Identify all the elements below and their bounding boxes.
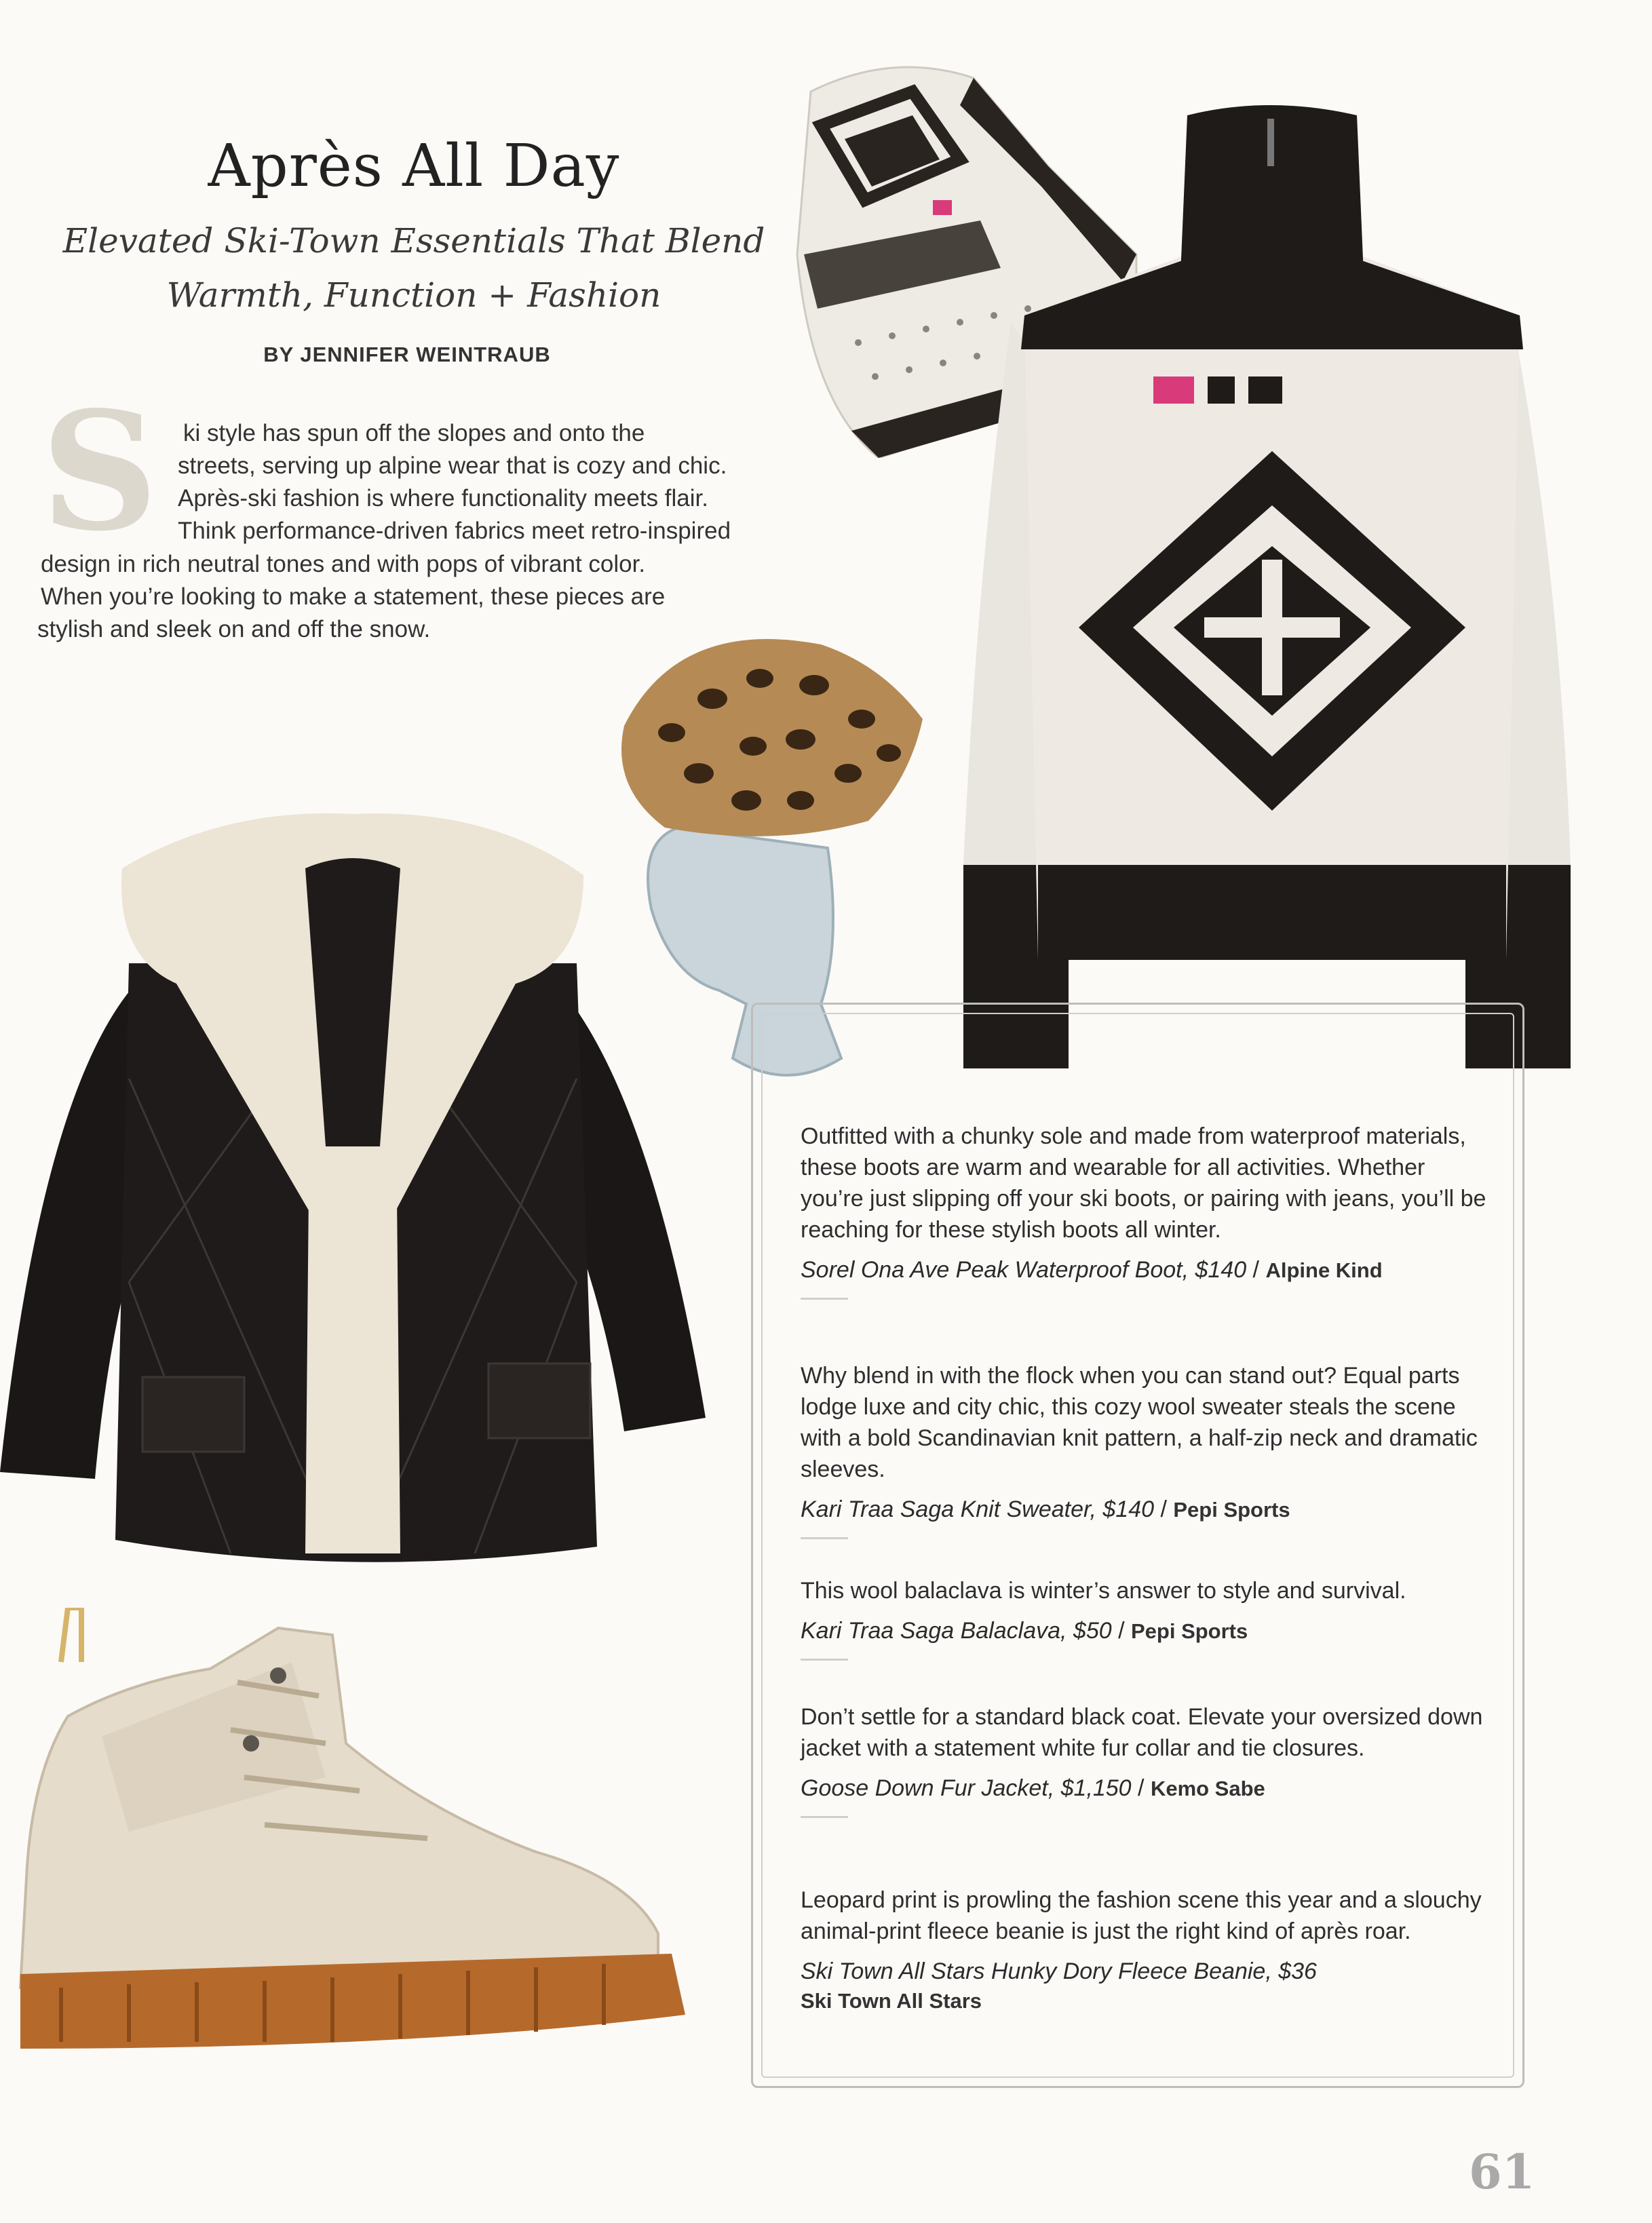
store-name: Kemo Sabe	[1150, 1777, 1265, 1800]
product-name-price: Kari Traa Saga Knit Sweater, $140	[801, 1496, 1155, 1522]
divider	[801, 1298, 848, 1300]
boot-image	[7, 1608, 706, 2055]
credit-separator: /	[1246, 1257, 1266, 1283]
product-description: Leopard print is prowling the fashion scene this year and a slouchy animal-print fleece beanie is just the right kind of après roar.	[801, 1887, 1482, 1944]
sweater-image	[950, 98, 1594, 1082]
intro-line: When you’re looking to make a statement, these pieces are	[41, 583, 666, 610]
intro-line: stylish and sleek on and off the snow.	[37, 616, 431, 642]
page-number: 61	[1469, 2144, 1535, 2200]
product-name-price: Sorel Ona Ave Peak Waterproof Boot, $140	[801, 1257, 1247, 1283]
product-credit	[801, 1956, 1493, 2016]
product-entry-sweater	[801, 1360, 1493, 1539]
product-entry-beanie	[801, 1884, 1493, 2016]
store-name: Ski Town All Stars	[801, 1989, 982, 2013]
product-description: Outfitted with a chunky sole and made from waterproof materials, these boots are warm and wearable for all activities. Whether you’re just slipping off your ski boots, or pairing with jeans, you’ll be reaching for these stylish boots all winter.	[801, 1123, 1486, 1243]
fur-jacket-image	[0, 807, 712, 1594]
store-name: Pepi Sports	[1130, 1619, 1248, 1643]
product-entry-boot	[801, 1121, 1493, 1300]
credit-separator: /	[1131, 1775, 1151, 1801]
product-description: Why blend in with the flock when you can stand out? Equal parts lodge luxe and city chic, this cozy wool sweater steals the scene with a bold Scandinavian knit pattern, a half-zip neck and dramatic sleeves.	[801, 1363, 1478, 1482]
drop-cap: S	[41, 376, 159, 567]
divider	[801, 1816, 848, 1818]
intro-line: Après-ski fashion is where functionality meets flair.	[178, 485, 708, 511]
divider	[801, 1659, 848, 1661]
product-credit	[801, 1773, 1493, 1804]
credit-separator: /	[1154, 1496, 1174, 1522]
intro-line: Think performance-driven fabrics meet retro-inspired	[178, 518, 731, 544]
article-title: Après All Day	[208, 132, 620, 200]
product-description: This wool balaclava is winter’s answer to style and survival.	[801, 1578, 1406, 1604]
product-name-price: Goose Down Fur Jacket, $1,150	[801, 1775, 1132, 1801]
intro-line: streets, serving up alpine wear that is cozy and chic.	[178, 452, 727, 479]
product-entry-balaclava	[801, 1575, 1493, 1661]
product-name-price: Ski Town All Stars Hunky Dory Fleece Beanie, $36	[801, 1958, 1317, 1984]
product-credit	[801, 1255, 1493, 1286]
store-name: Pepi Sports	[1173, 1498, 1290, 1522]
product-name-price: Kari Traa Saga Balaclava, $50	[801, 1618, 1112, 1644]
store-name: Alpine Kind	[1265, 1258, 1383, 1282]
subtitle-line-1: Elevated Ski-Town Essentials That Blend	[62, 221, 765, 260]
product-credit	[801, 1616, 1493, 1646]
intro-line: design in rich neutral tones and with pops of vibrant color.	[41, 551, 646, 577]
product-description: Don’t settle for a standard black coat. Elevate your oversized down jacket with a statement white fur collar and tie closures.	[801, 1704, 1483, 1761]
product-credit	[801, 1494, 1493, 1525]
intro-line: ki style has spun off the slopes and onto the	[183, 420, 645, 446]
divider	[801, 1537, 848, 1539]
subtitle-line-2: Warmth, Function + Fashion	[166, 275, 661, 315]
article-subtitle	[61, 214, 767, 322]
byline: BY JENNIFER WEINTRAUB	[263, 343, 551, 366]
credit-separator: /	[1111, 1618, 1131, 1644]
product-entry-jacket	[801, 1701, 1493, 1818]
